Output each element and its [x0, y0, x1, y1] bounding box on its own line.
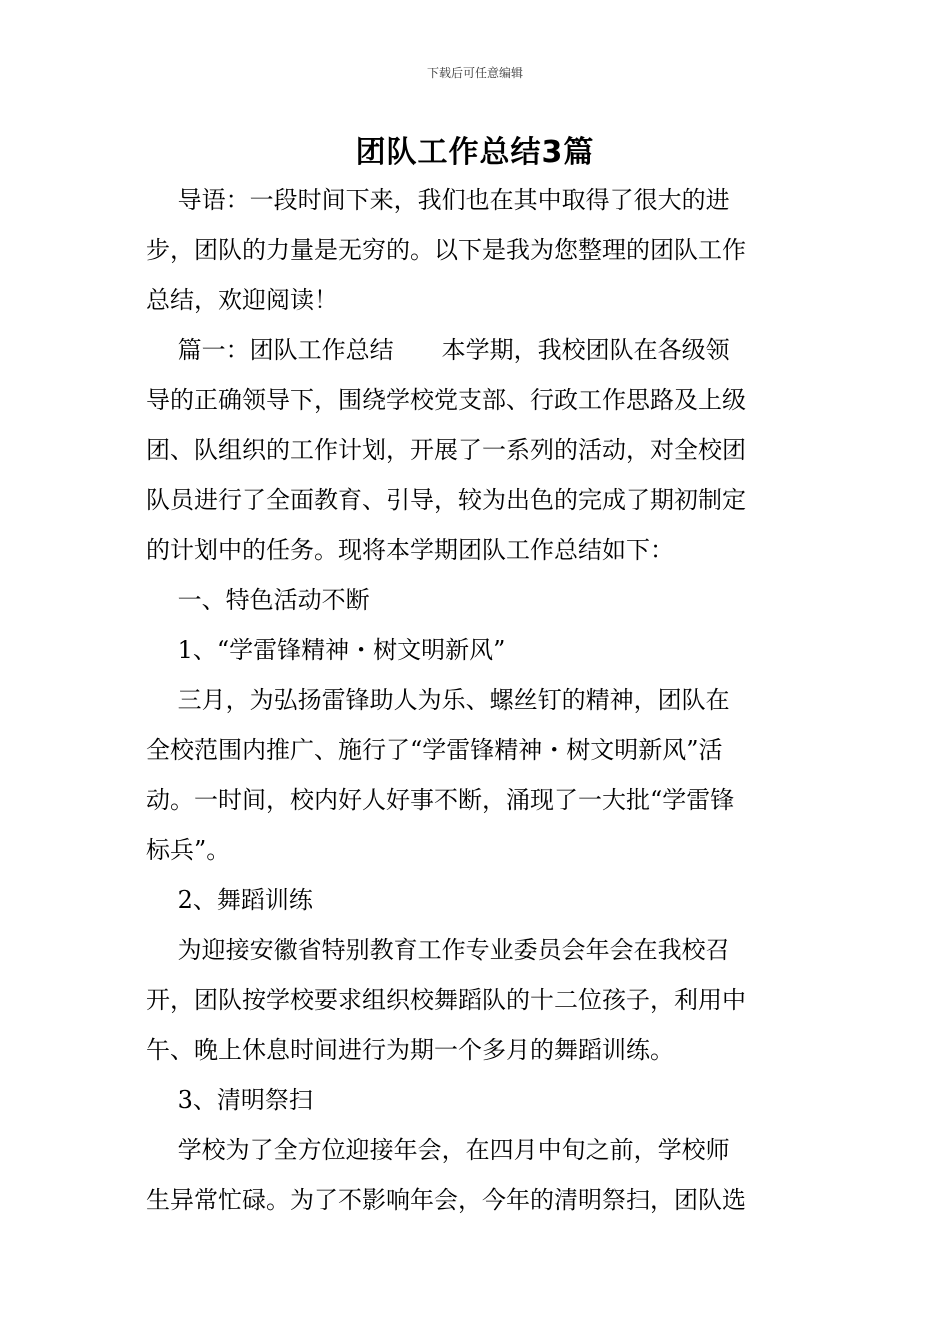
body-line: 生异常忙碌。为了不影响年会，今年的清明祭扫，团队选 [146, 1186, 746, 1214]
subsection-heading: 3、清明祭扫 [146, 1086, 313, 1114]
body-line: 步，团队的力量是无穷的。以下是我为您整理的团队工作 [146, 236, 746, 264]
body-line: 全校范围内推广、施行了“学雷锋精神・树文明新风”活 [146, 736, 723, 764]
body-line: 导的正确领导下，围绕学校党支部、行政工作思路及上级 [146, 386, 746, 414]
body-line: 为迎接安徽省特别教育工作专业委员会年会在我校召 [146, 936, 730, 964]
section-heading: 一、特色活动不断 [146, 586, 370, 614]
body-line: 的计划中的任务。现将本学期团队工作总结如下： [146, 536, 674, 564]
body-line: 午、晚上休息时间进行为期一个多月的舞蹈训练。 [146, 1036, 674, 1064]
body-line: 学校为了全方位迎接年会，在四月中旬之前，学校师 [146, 1136, 730, 1164]
body-line: 导语：一段时间下来，我们也在其中取得了很大的进 [146, 186, 730, 214]
subsection-heading: 2、舞蹈训练 [146, 886, 313, 914]
body-line: 团、队组织的工作计划，开展了一系列的活动，对全校团 [146, 436, 746, 464]
body-line: 总结，欢迎阅读！ [146, 286, 338, 314]
body-line: 开，团队按学校要求组织校舞蹈队的十二位孩子，利用中 [146, 986, 746, 1014]
body-line: 标兵”。 [146, 836, 231, 864]
subsection-heading: 1、“学雷锋精神・树文明新风” [146, 636, 506, 664]
download-note: 下载后可任意编辑 [426, 66, 523, 80]
body-line: 三月，为弘扬雷锋助人为乐、螺丝钉的精神，团队在 [146, 686, 730, 714]
body-line: 动。一时间，校内好人好事不断，涌现了一大批“学雷锋 [146, 786, 735, 814]
body-line: 篇一：团队工作总结 本学期，我校团队在各级领 [146, 336, 730, 364]
document-title: 团队工作总结3篇 [355, 135, 595, 170]
body-line: 队员进行了全面教育、引导，较为出色的完成了期初制定 [146, 486, 746, 514]
